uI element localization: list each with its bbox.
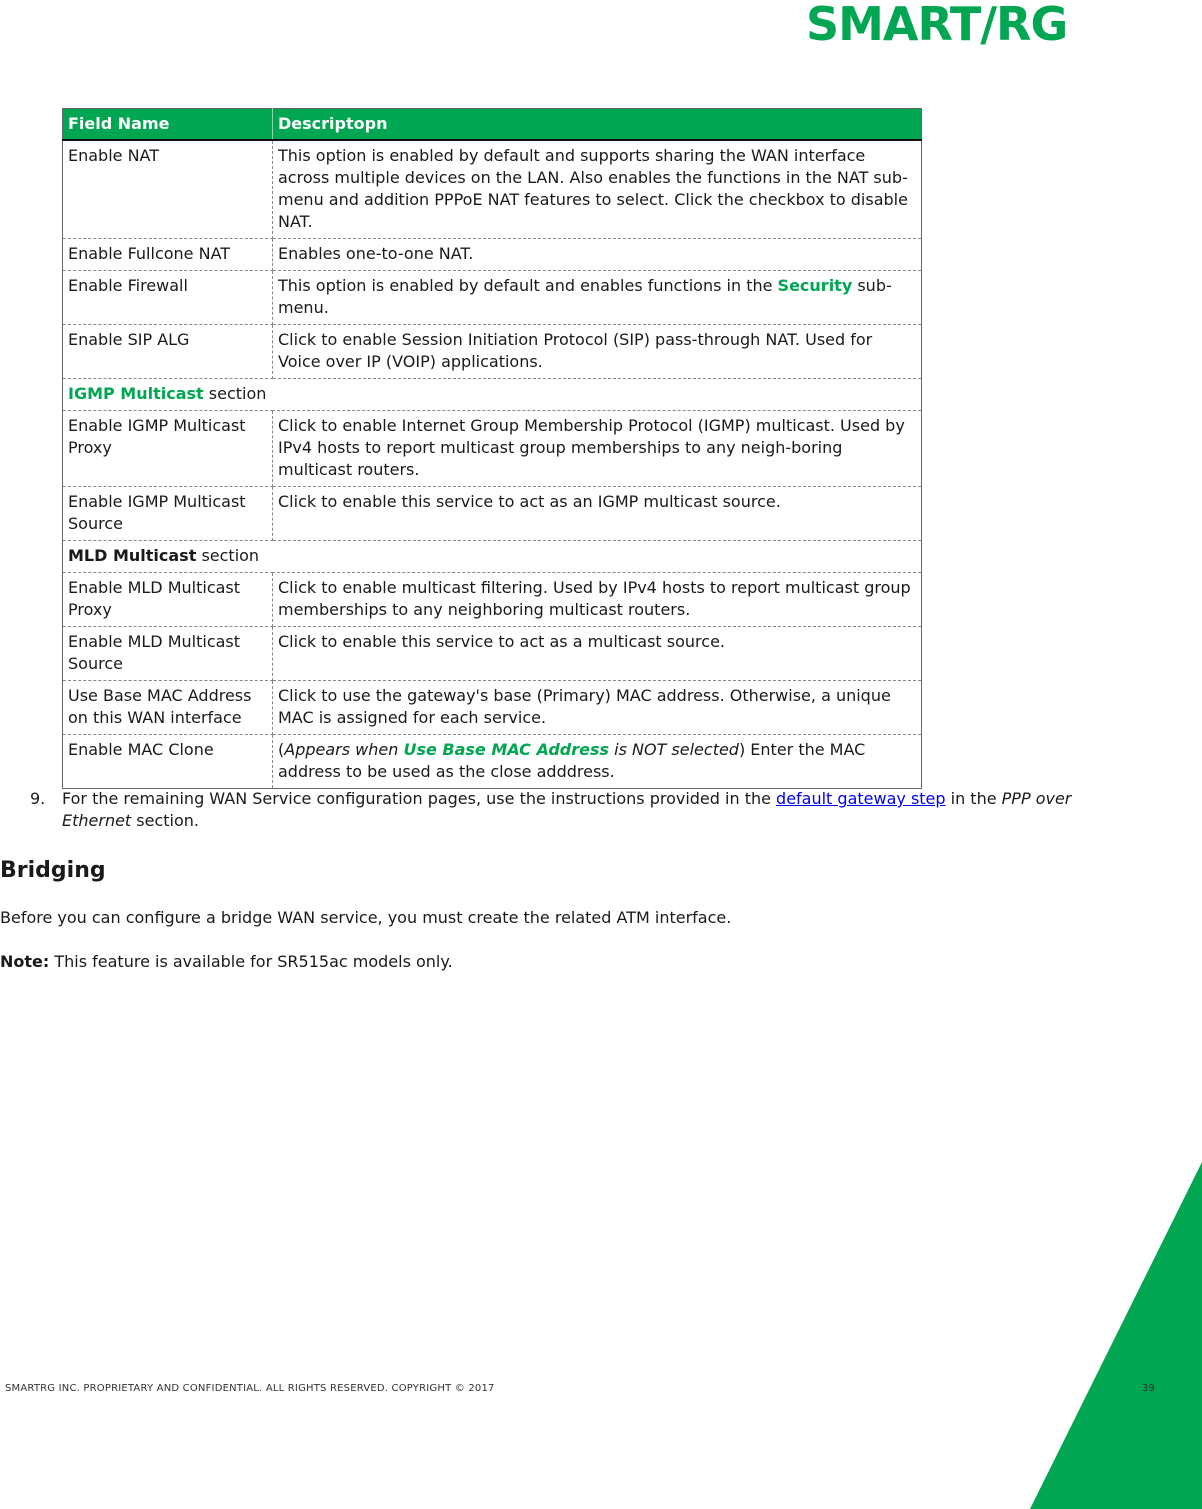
bridging-paragraph: Before you can configure a bridge WAN service, you must create the related ATM interface. [0, 908, 732, 927]
section-row [63, 541, 922, 573]
page-number: 39 [1142, 1383, 1155, 1394]
section-title-cell [63, 541, 922, 573]
description-italic: is NOT selected [609, 740, 739, 759]
column-header-field-name: Field Name [63, 109, 273, 141]
table-row [63, 271, 922, 325]
description-cell: Enables one-to-one NAT. [273, 239, 922, 271]
table-row [63, 325, 922, 379]
field-name-cell: Enable Fullcone NAT [63, 239, 273, 271]
smartrg-logo: SMART/RG [806, 0, 1068, 51]
column-header-description: Descriptopn [273, 109, 922, 141]
field-name-cell: Enable MAC Clone [63, 735, 273, 789]
table-row [63, 411, 922, 487]
field-name-cell: Enable MLD Multicast Proxy [63, 573, 273, 627]
field-name-cell: Enable SIP ALG [63, 325, 273, 379]
table-row [63, 140, 922, 239]
field-description-table [62, 108, 922, 789]
table-row [63, 239, 922, 271]
use-base-mac-ref: Use Base MAC Address [403, 740, 610, 759]
description-cell: Click to enable Session Initiation Protocol (SIP) pass-through NAT. Used for Voice over IP (VOIP) applications. [273, 325, 922, 379]
description-cell: Click to use the gateway's base (Primary) MAC address. Otherwise, a unique MAC is assigned for each service. [273, 681, 922, 735]
step-text-part: For the remaining WAN Service configuration pages, use the instructions provided in the [62, 789, 777, 808]
ppp-over-ethernet-ref: PPP over Ethernet [62, 789, 1072, 830]
section-name: MLD Multicast [68, 546, 197, 565]
description-cell: Click to enable multicast filtering. Used by IPv4 hosts to report multicast group memberships to any neighboring multicast routers. [273, 573, 922, 627]
step-text-part: in the [945, 789, 1002, 808]
section-suffix: section [196, 546, 260, 565]
field-name-cell: Enable IGMP Multicast Proxy [63, 411, 273, 487]
table-row [63, 487, 922, 541]
description-cell [273, 735, 922, 789]
note-text: This feature is available for SR515ac models only. [49, 952, 453, 971]
section-name: IGMP Multicast [68, 384, 204, 403]
field-name-cell: Enable IGMP Multicast Source [63, 487, 273, 541]
section-suffix: section [203, 384, 267, 403]
table-row [63, 735, 922, 789]
table-row [63, 681, 922, 735]
bridging-heading: Bridging [0, 858, 106, 883]
field-name-cell: Enable NAT [63, 140, 273, 239]
step-text-part: section. [131, 811, 199, 830]
section-row [63, 379, 922, 411]
description-text: This option is enabled by default and enables functions in the [278, 276, 778, 295]
description-cell [273, 271, 922, 325]
step-text [62, 788, 1112, 832]
security-menu-ref: Security [777, 276, 853, 295]
table-row [63, 627, 922, 681]
table-header-row [63, 109, 922, 141]
description-cell: This option is enabled by default and supports sharing the WAN interface across multiple devices on the LAN. Also enables the functions in the NAT sub-menu and addition PPPoE NAT features to select. Click the checkbox to disable NAT. [273, 140, 922, 239]
description-text: ) Enter the MAC address to be used as the close adddress. [278, 740, 866, 781]
footer-copyright: SMARTRG INC. PROPRIETARY AND CONFIDENTIAL. ALL RIGHTS RESERVED. COPYRIGHT © 2017 [5, 1383, 495, 1394]
default-gateway-step-link[interactable]: default gateway step [776, 789, 946, 808]
bridging-note [0, 951, 453, 973]
description-text: sub-menu. [278, 276, 892, 317]
table-row [63, 573, 922, 627]
step-number: 9. [30, 789, 46, 808]
description-cell: Click to enable this service to act as a multicast source. [273, 627, 922, 681]
description-italic: Appears when [284, 740, 404, 759]
description-cell: Click to enable this service to act as an IGMP multicast source. [273, 487, 922, 541]
field-name-cell: Enable Firewall [63, 271, 273, 325]
field-name-cell: Enable MLD Multicast Source [63, 627, 273, 681]
note-label: Note: [0, 952, 50, 971]
field-name-cell: Use Base MAC Address on this WAN interface [63, 681, 273, 735]
section-title-cell [63, 379, 922, 411]
description-text: ( [278, 740, 285, 759]
description-cell: Click to enable Internet Group Membership Protocol (IGMP) multicast. Used by IPv4 hosts to report multicast group memberships to any neigh-boring multicast routers. [273, 411, 922, 487]
